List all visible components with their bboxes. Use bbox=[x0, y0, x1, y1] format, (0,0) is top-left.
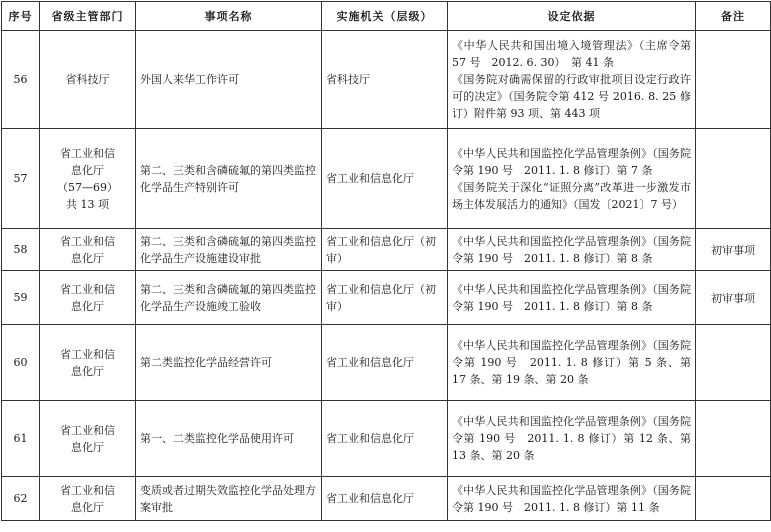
legal-basis-entry: 《中华人民共和国出境入境管理法》（主席令第 57 号 2012. 6. 30） 第 41 条 bbox=[452, 39, 691, 69]
implementing-agency: 省工业和信息化厅 bbox=[322, 477, 448, 521]
dept-cell bbox=[40, 31, 136, 129]
table-header bbox=[2, 2, 771, 31]
legal-basis bbox=[448, 401, 696, 477]
legal-basis-entry: 《中华人民共和国监控化学品管理条例》（国务院令第 190 号 2011. 1. 8 修订）第 11 条 bbox=[452, 483, 691, 514]
item-name: 第二类监控化学品经营许可 bbox=[136, 325, 322, 401]
dept-cell bbox=[40, 325, 136, 401]
dept-line: 省工业和信 bbox=[60, 234, 115, 248]
legal-basis-entry: 《中华人民共和国监控化学品管理条例》（国务院令第 190 号 2011. 1. 8 修订）第 12 条、第 13 条、第 20 条 bbox=[452, 415, 691, 462]
table-row bbox=[2, 129, 771, 229]
dept-line: 息化厅 bbox=[71, 440, 104, 454]
dept-line: 省工业和信 bbox=[60, 347, 115, 361]
item-name: 外国人来华工作许可 bbox=[136, 31, 322, 129]
table-row bbox=[2, 325, 771, 401]
table-body bbox=[2, 31, 771, 521]
row-number: 61 bbox=[2, 401, 40, 477]
remark bbox=[696, 401, 771, 477]
row-number: 59 bbox=[2, 271, 40, 325]
item-name: 第二、三类和含磷硫氟的第四类监控化学品生产设施建设审批 bbox=[136, 229, 322, 271]
implementing-agency: 省科技厅 bbox=[322, 31, 448, 129]
item-name: 变质或者过期失效监控化学品处理方案审批 bbox=[136, 477, 322, 521]
dept-cell bbox=[40, 129, 136, 229]
dept-cell bbox=[40, 401, 136, 477]
remark bbox=[696, 31, 771, 129]
header-agency: 实施机关（层级） bbox=[322, 2, 448, 31]
dept-line: 省科技厅 bbox=[65, 73, 110, 86]
legal-basis bbox=[448, 229, 696, 271]
legal-basis bbox=[448, 271, 696, 325]
header-dept: 省级主管部门 bbox=[40, 2, 136, 31]
remark bbox=[696, 477, 771, 521]
item-name: 第二、三类和含磷硫氟的第四类监控化学品生产特别许可 bbox=[136, 129, 322, 229]
dept-line: 息化厅 bbox=[71, 299, 104, 313]
row-number: 57 bbox=[2, 129, 40, 229]
dept-line: 共 13 项 bbox=[66, 197, 109, 211]
implementing-agency: 省工业和信息化厅 bbox=[322, 325, 448, 401]
implementing-agency: 省工业和信息化厅 bbox=[322, 401, 448, 477]
header-name: 事项名称 bbox=[136, 2, 322, 31]
legal-basis-entry: 《国务院关于深化“证照分离”改革进一步激发市场主体发展活力的通知》（国发〔2021〕7 号） bbox=[452, 180, 691, 211]
legal-basis-entry: 《国务院对确需保留的行政审批项目设定行政许可的决定》（国务院令第 412 号 2016. 8. 25 修订）附件第 93 项、第 443 项 bbox=[452, 73, 691, 120]
item-name: 第一、二类监控化学品使用许可 bbox=[136, 401, 322, 477]
remark bbox=[696, 129, 771, 229]
item-name: 第二、三类和含磷硫氟的第四类监控化学品生产设施竣工验收 bbox=[136, 271, 322, 325]
dept-line: 息化厅 bbox=[71, 364, 104, 378]
dept-cell bbox=[40, 477, 136, 521]
dept-cell bbox=[40, 271, 136, 325]
legal-basis bbox=[448, 31, 696, 129]
dept-line: 息化厅 bbox=[71, 163, 104, 177]
dept-line: 息化厅 bbox=[71, 500, 104, 514]
remark: 初审事项 bbox=[696, 229, 771, 271]
row-number: 56 bbox=[2, 31, 40, 129]
legal-basis-entry: 《中华人民共和国监控化学品管理条例》（国务院令第 190 号 2011. 1. 8 修订）第 8 条 bbox=[452, 282, 691, 313]
approval-items-table bbox=[1, 1, 771, 521]
dept-line: 省工业和信 bbox=[60, 423, 115, 437]
row-number: 58 bbox=[2, 229, 40, 271]
legal-basis-entry: 《中华人民共和国监控化学品管理条例》（国务院令第 190 号 2011. 1. 8 修订）第 7 条 bbox=[452, 146, 691, 177]
table-row bbox=[2, 271, 771, 325]
legal-basis bbox=[448, 129, 696, 229]
legal-basis-entry: 《中华人民共和国监控化学品管理条例》（国务院令第 190 号 2011. 1. 8 修订）第 8 条 bbox=[452, 234, 691, 265]
header-basis: 设定依据 bbox=[448, 2, 696, 31]
header-note: 备注 bbox=[696, 2, 771, 31]
table-row bbox=[2, 477, 771, 521]
dept-line: 息化厅 bbox=[71, 251, 104, 265]
table-row bbox=[2, 229, 771, 271]
remark: 初审事项 bbox=[696, 271, 771, 325]
implementing-agency: 省工业和信息化厅（初审） bbox=[322, 229, 448, 271]
dept-cell bbox=[40, 229, 136, 271]
legal-basis-entry: 《中华人民共和国监控化学品管理条例》（国务院令第 190 号 2011. 1. 8 修订）第 5 条、第 17 条、第 19 条、第 20 条 bbox=[452, 339, 691, 386]
row-number: 60 bbox=[2, 325, 40, 401]
dept-line: 省工业和信 bbox=[60, 483, 115, 497]
legal-basis bbox=[448, 325, 696, 401]
header-no: 序号 bbox=[2, 2, 40, 31]
table-row bbox=[2, 31, 771, 129]
implementing-agency: 省工业和信息化厅 bbox=[322, 129, 448, 229]
dept-line: 省工业和信 bbox=[60, 146, 115, 160]
header-row bbox=[2, 2, 771, 31]
dept-line: （57—69） bbox=[57, 180, 118, 194]
dept-line: 省工业和信 bbox=[60, 282, 115, 296]
remark bbox=[696, 325, 771, 401]
row-number: 62 bbox=[2, 477, 40, 521]
legal-basis bbox=[448, 477, 696, 521]
implementing-agency: 省工业和信息化厅（初审） bbox=[322, 271, 448, 325]
table-row bbox=[2, 401, 771, 477]
